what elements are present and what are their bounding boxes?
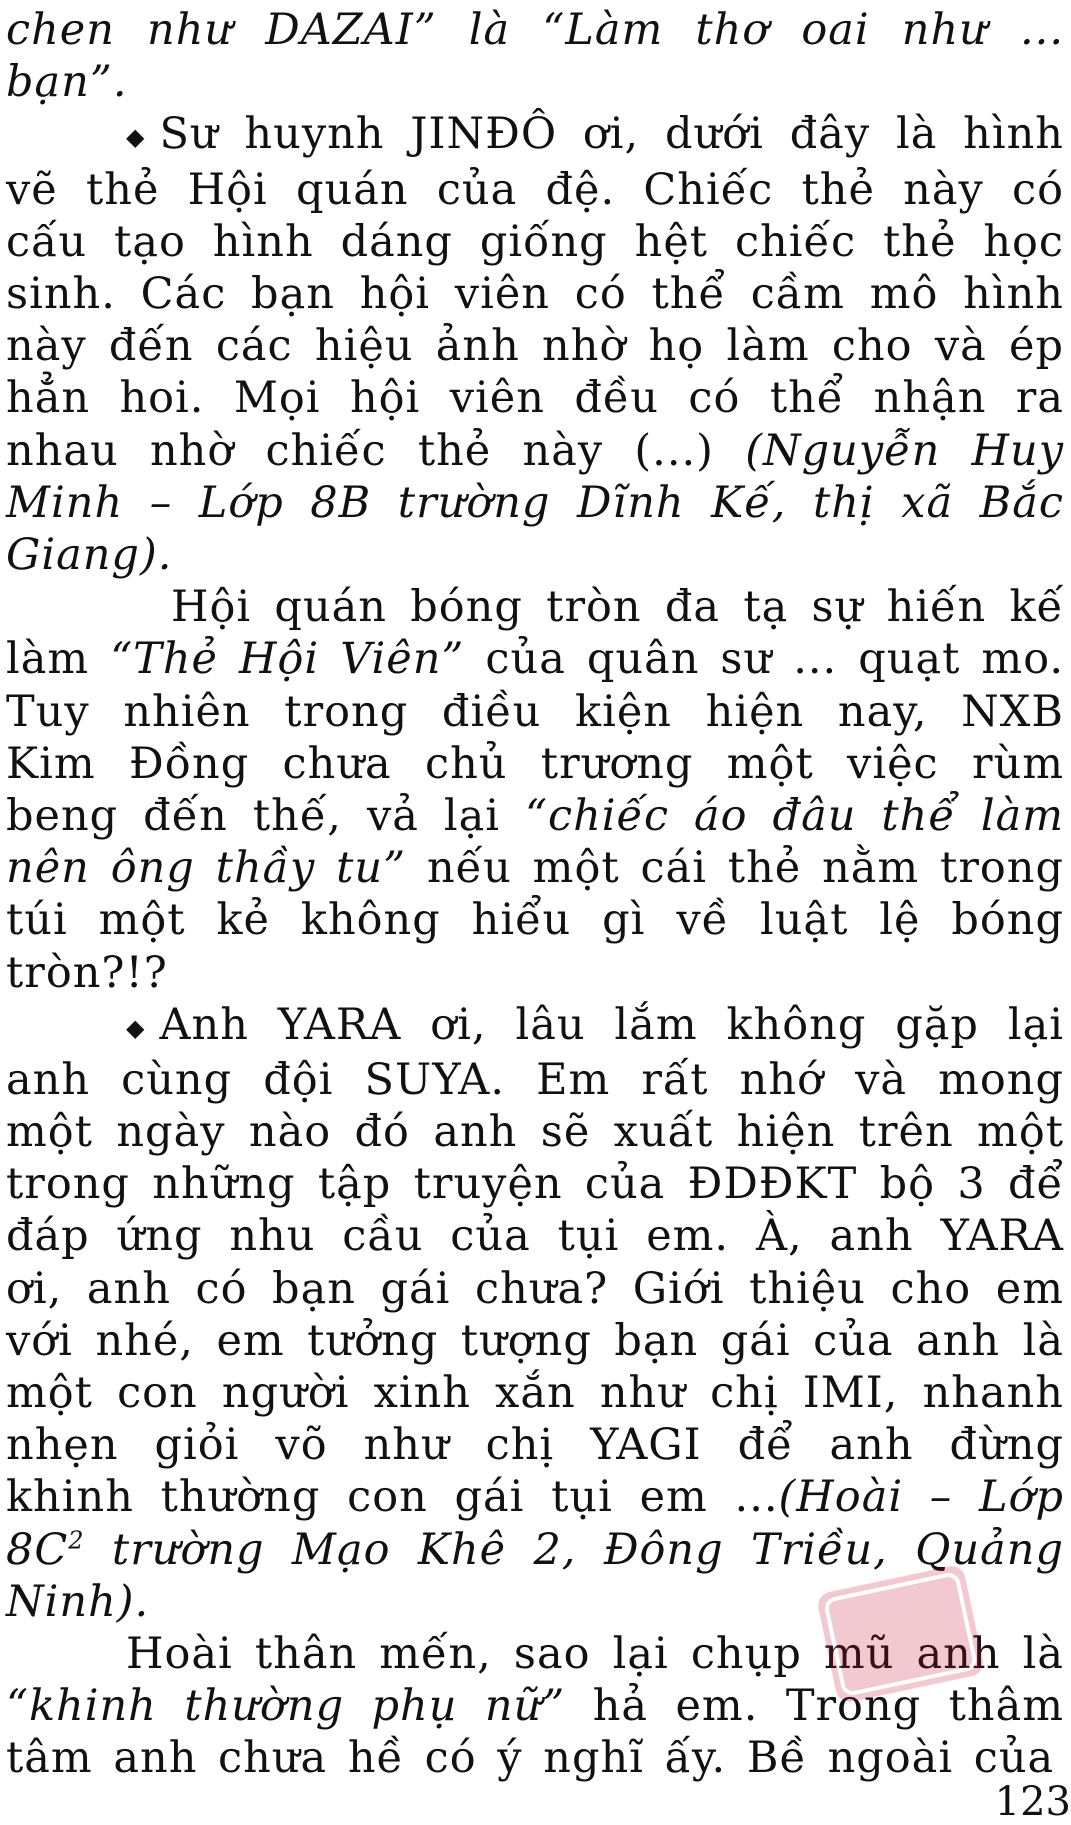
text-segment: Anh YARA ơi, lâu lắm không gặp lại anh cùng đội SUYA. Em rất nhớ và mong một ngày nào đó anh sẽ xuất hiện trên một trong những tập truyện của ĐDĐKT bộ 3 để đáp ứng nhu cầu của tụi em. À, anh YARA ơi, anh có bạn gái chưa? Giới thiệu cho em với nhé, em tưởng tượng bạn gái của anh là một con người xinh xắn như chị IMI, nhanh nhẹn giỏi võ như chị YAGI để anh đừng khinh thường con gái tụi em ...	[6, 999, 1064, 1523]
superscript: 2	[68, 1526, 85, 1555]
text-segment: Sư huynh JINĐÔ ơi, dưới đây là hình vẽ thẻ Hội quán của đệ. Chiếc thẻ này có cấu tạo hình dáng giống hệt chiếc thẻ học sinh. Các bạn hội viên có thể cầm mô hình này đến các hiệu ảnh nhờ họ làm cho và ép hẳn hoi. Mọi hội viên đều có thể nhận ra nhau nhờ chiếc thẻ này (...)	[6, 109, 1064, 476]
paragraph-text: chen như DAZAI” là “Làm thơ oai như ... bạn”.	[6, 5, 1064, 108]
watermark-stamp	[812, 1556, 990, 1716]
text-segment: nếu một cái thẻ nằm trong túi một kẻ không hiểu gì về luật lệ bóng tròn?!?	[6, 843, 1064, 998]
text-segment: Hội quán bóng tròn đa tạ sự hiến kế làm	[6, 582, 1064, 685]
paragraph	[6, 999, 1064, 1628]
italic-segment: trường Mạo Khê 2, Đông Triều, Quảng Ninh).	[6, 1524, 1064, 1627]
text-segment: hả em. Trong thâm tâm anh chưa hề có ý nghĩ ấy. Bề ngoài của	[6, 1681, 1064, 1784]
bullet-icon: ◆	[126, 123, 146, 152]
text-segment: Hoài thân mến, sao lại chụp mũ anh là	[126, 1629, 1064, 1680]
paragraph	[6, 4, 1064, 108]
paragraph	[6, 581, 1064, 999]
page-number: 123	[994, 1779, 1071, 1825]
text-segment: của quân sư ... quạt mo. Tuy nhiên trong điều kiện hiện nay, NXB Kim Đồng chưa chủ trương một việc rùm beng đến thế, vả lại	[6, 634, 1064, 841]
italic-segment: “Thẻ Hội Viên”	[110, 634, 465, 685]
italic-segment: “khinh thường phụ nữ”	[6, 1681, 566, 1732]
italic-segment: (Nguyễn Huy Minh – Lớp 8B trường Dĩnh Kế, thị xã Bắc Giang).	[6, 425, 1065, 580]
paragraph	[6, 108, 1064, 581]
italic-segment: (Hoài – Lớp 8C	[6, 1472, 1064, 1575]
italic-segment: “chiếc áo đâu thể làm nên ông thầy tu”	[6, 790, 1064, 894]
body-text	[6, 4, 1064, 1785]
bullet-icon: ◆	[126, 1013, 146, 1042]
